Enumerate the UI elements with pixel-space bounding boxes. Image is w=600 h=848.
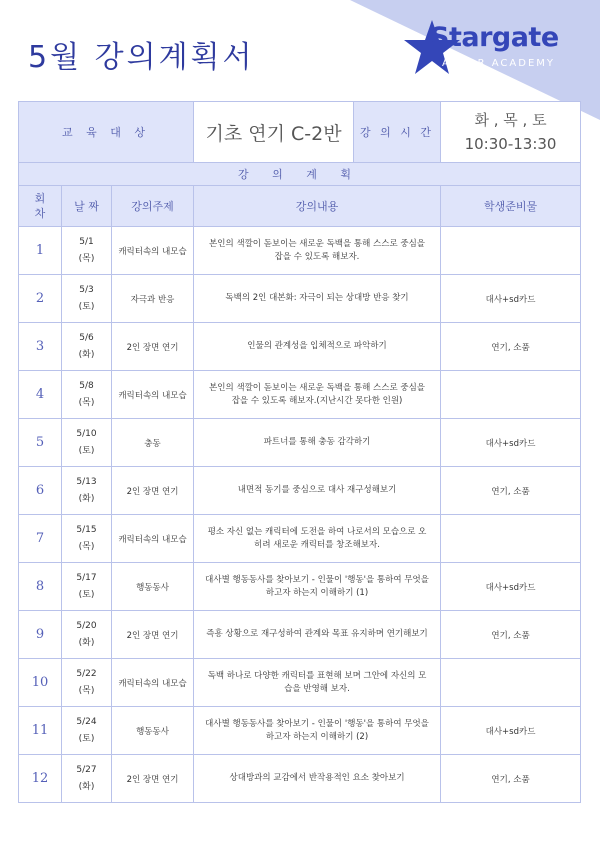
row-date-cell: [62, 611, 112, 659]
table-row: [19, 707, 581, 755]
row-content: 독백 하나로 다양한 캐릭터를 표현해 보며 그안에 자신의 모습을 반영해 보자.: [194, 659, 441, 707]
row-content: 대사별 행동동사를 찾아보기 - 인물이 '행동'을 통하여 무엇을 하고자 하는지 이해하기 (1): [194, 563, 441, 611]
row-date-cell: [62, 323, 112, 371]
row-date-cell: [62, 755, 112, 803]
row-topic: 충동: [112, 419, 194, 467]
row-date: 5/10: [76, 428, 97, 439]
row-prep: 연기, 소품: [441, 755, 581, 803]
row-number: 3: [19, 323, 62, 371]
row-topic: 2인 장면 연기: [112, 323, 194, 371]
row-date-cell: [62, 515, 112, 563]
row-date-cell: [62, 563, 112, 611]
table-row: [19, 611, 581, 659]
academy-logo: [402, 18, 582, 78]
info-row: [19, 102, 581, 163]
row-number: 5: [19, 419, 62, 467]
row-number: 10: [19, 659, 62, 707]
row-topic: 자극과 반응: [112, 275, 194, 323]
row-number: 2: [19, 275, 62, 323]
row-date: 5/17: [76, 572, 97, 583]
time-label: 강 의 시 간: [354, 102, 441, 163]
row-prep: [441, 515, 581, 563]
row-date: 5/3: [79, 284, 94, 295]
target-label: 교 육 대 상: [19, 102, 194, 163]
row-content: 평소 자신 없는 캐릭터에 도전을 하여 나로서의 모습으로 오히려 새로운 캐릭터를 창조해보자.: [194, 515, 441, 563]
row-date: 5/8: [79, 380, 94, 391]
row-day: (토): [78, 733, 95, 744]
row-topic: 2인 장면 연기: [112, 755, 194, 803]
row-topic: 캐릭터속의 내모습: [112, 371, 194, 419]
row-day: (토): [78, 301, 95, 312]
row-day: (토): [78, 445, 95, 456]
lecture-plan-table: [18, 101, 581, 803]
row-date-cell: [62, 275, 112, 323]
row-date-cell: [62, 371, 112, 419]
row-content: 파트너를 통해 충동 감각하기: [194, 419, 441, 467]
logo-subtitle: ACTOR ACADEMY: [442, 58, 555, 69]
row-day: (목): [78, 397, 95, 408]
row-day: (화): [78, 781, 95, 792]
row-prep: 대사+sd카드: [441, 707, 581, 755]
row-content: 인물의 관계성을 입체적으로 파악하기: [194, 323, 441, 371]
row-topic: 캐릭터속의 내모습: [112, 515, 194, 563]
row-number: 8: [19, 563, 62, 611]
row-content: 내면적 동기를 중심으로 대사 재구성해보기: [194, 467, 441, 515]
row-day: (토): [78, 589, 95, 600]
row-content: 본인의 색깔이 돋보이는 새로운 독백을 통해 스스로 중심을 잡을 수 있도록 해보자.: [194, 227, 441, 275]
row-date-cell: [62, 659, 112, 707]
col-date: 날 짜: [62, 186, 112, 227]
lecture-days: 화 , 목 , 토: [474, 111, 547, 129]
row-day: (화): [78, 349, 95, 360]
col-topic: 강의주제: [112, 186, 194, 227]
row-number: 9: [19, 611, 62, 659]
table-row: [19, 755, 581, 803]
table-row: [19, 227, 581, 275]
table-row: [19, 659, 581, 707]
row-prep: 대사+sd카드: [441, 419, 581, 467]
row-day: (목): [78, 253, 95, 264]
target-value: 기초 연기 C-2반: [194, 102, 354, 163]
row-topic: 2인 장면 연기: [112, 611, 194, 659]
table-row: [19, 275, 581, 323]
col-prep: 학생준비물: [441, 186, 581, 227]
row-date: 5/6: [79, 332, 94, 343]
row-prep: [441, 659, 581, 707]
table-row: [19, 467, 581, 515]
lecture-hours: 10:30-13:30: [464, 135, 557, 153]
row-prep: 연기, 소품: [441, 323, 581, 371]
row-day: (목): [78, 685, 95, 696]
row-prep: [441, 371, 581, 419]
row-date: 5/27: [76, 764, 97, 775]
row-content: 상대방과의 교감에서 반작용적인 요소 찾아보기: [194, 755, 441, 803]
table-row: [19, 515, 581, 563]
row-date: 5/24: [76, 716, 97, 727]
row-topic: 행동동사: [112, 563, 194, 611]
row-date: 5/15: [76, 524, 97, 535]
row-prep: 연기, 소품: [441, 611, 581, 659]
table-row: [19, 563, 581, 611]
row-number: 1: [19, 227, 62, 275]
row-number: 12: [19, 755, 62, 803]
col-content: 강의내용: [194, 186, 441, 227]
row-date: 5/22: [76, 668, 97, 679]
row-content: 즉흥 상황으로 재구성하여 관계와 목표 유지하며 연기해보기: [194, 611, 441, 659]
column-header-row: [19, 186, 581, 227]
section-row: [19, 163, 581, 186]
row-prep: 대사+sd카드: [441, 563, 581, 611]
row-date: 5/1: [79, 236, 94, 247]
logo-brand: Stargate: [430, 22, 559, 53]
row-topic: 캐릭터속의 내모습: [112, 659, 194, 707]
row-day: (화): [78, 493, 95, 504]
row-day: (목): [78, 541, 95, 552]
row-prep: 연기, 소품: [441, 467, 581, 515]
row-topic: 행동동사: [112, 707, 194, 755]
row-number: 4: [19, 371, 62, 419]
page-title: 5월 강의계획서: [28, 40, 255, 75]
row-topic: 2인 장면 연기: [112, 467, 194, 515]
row-prep: 대사+sd카드: [441, 275, 581, 323]
row-date: 5/13: [76, 476, 97, 487]
row-date-cell: [62, 227, 112, 275]
table-row: [19, 371, 581, 419]
row-date-cell: [62, 467, 112, 515]
row-date-cell: [62, 707, 112, 755]
row-day: (화): [78, 637, 95, 648]
row-number: 11: [19, 707, 62, 755]
row-date-cell: [62, 419, 112, 467]
row-content: 독백의 2인 대본화: 자극이 되는 상대방 반응 찾기: [194, 275, 441, 323]
section-title: 강 의 계 획: [19, 163, 581, 186]
row-content: 대사별 행동동사를 찾아보기 - 인물이 '행동'을 통하여 무엇을 하고자 하는지 이해하기 (2): [194, 707, 441, 755]
time-value: [441, 102, 581, 163]
row-date: 5/20: [76, 620, 97, 631]
row-number: 7: [19, 515, 62, 563]
row-topic: 캐릭터속의 내모습: [112, 227, 194, 275]
row-content: 본인의 색깔이 돋보이는 새로운 독백을 통해 스스로 중심을 잡을 수 있도록 해보자.(지난시간 못다한 인원): [194, 371, 441, 419]
table-row: [19, 323, 581, 371]
row-number: 6: [19, 467, 62, 515]
col-num: 회 차: [19, 186, 62, 227]
row-prep: [441, 227, 581, 275]
table-row: [19, 419, 581, 467]
